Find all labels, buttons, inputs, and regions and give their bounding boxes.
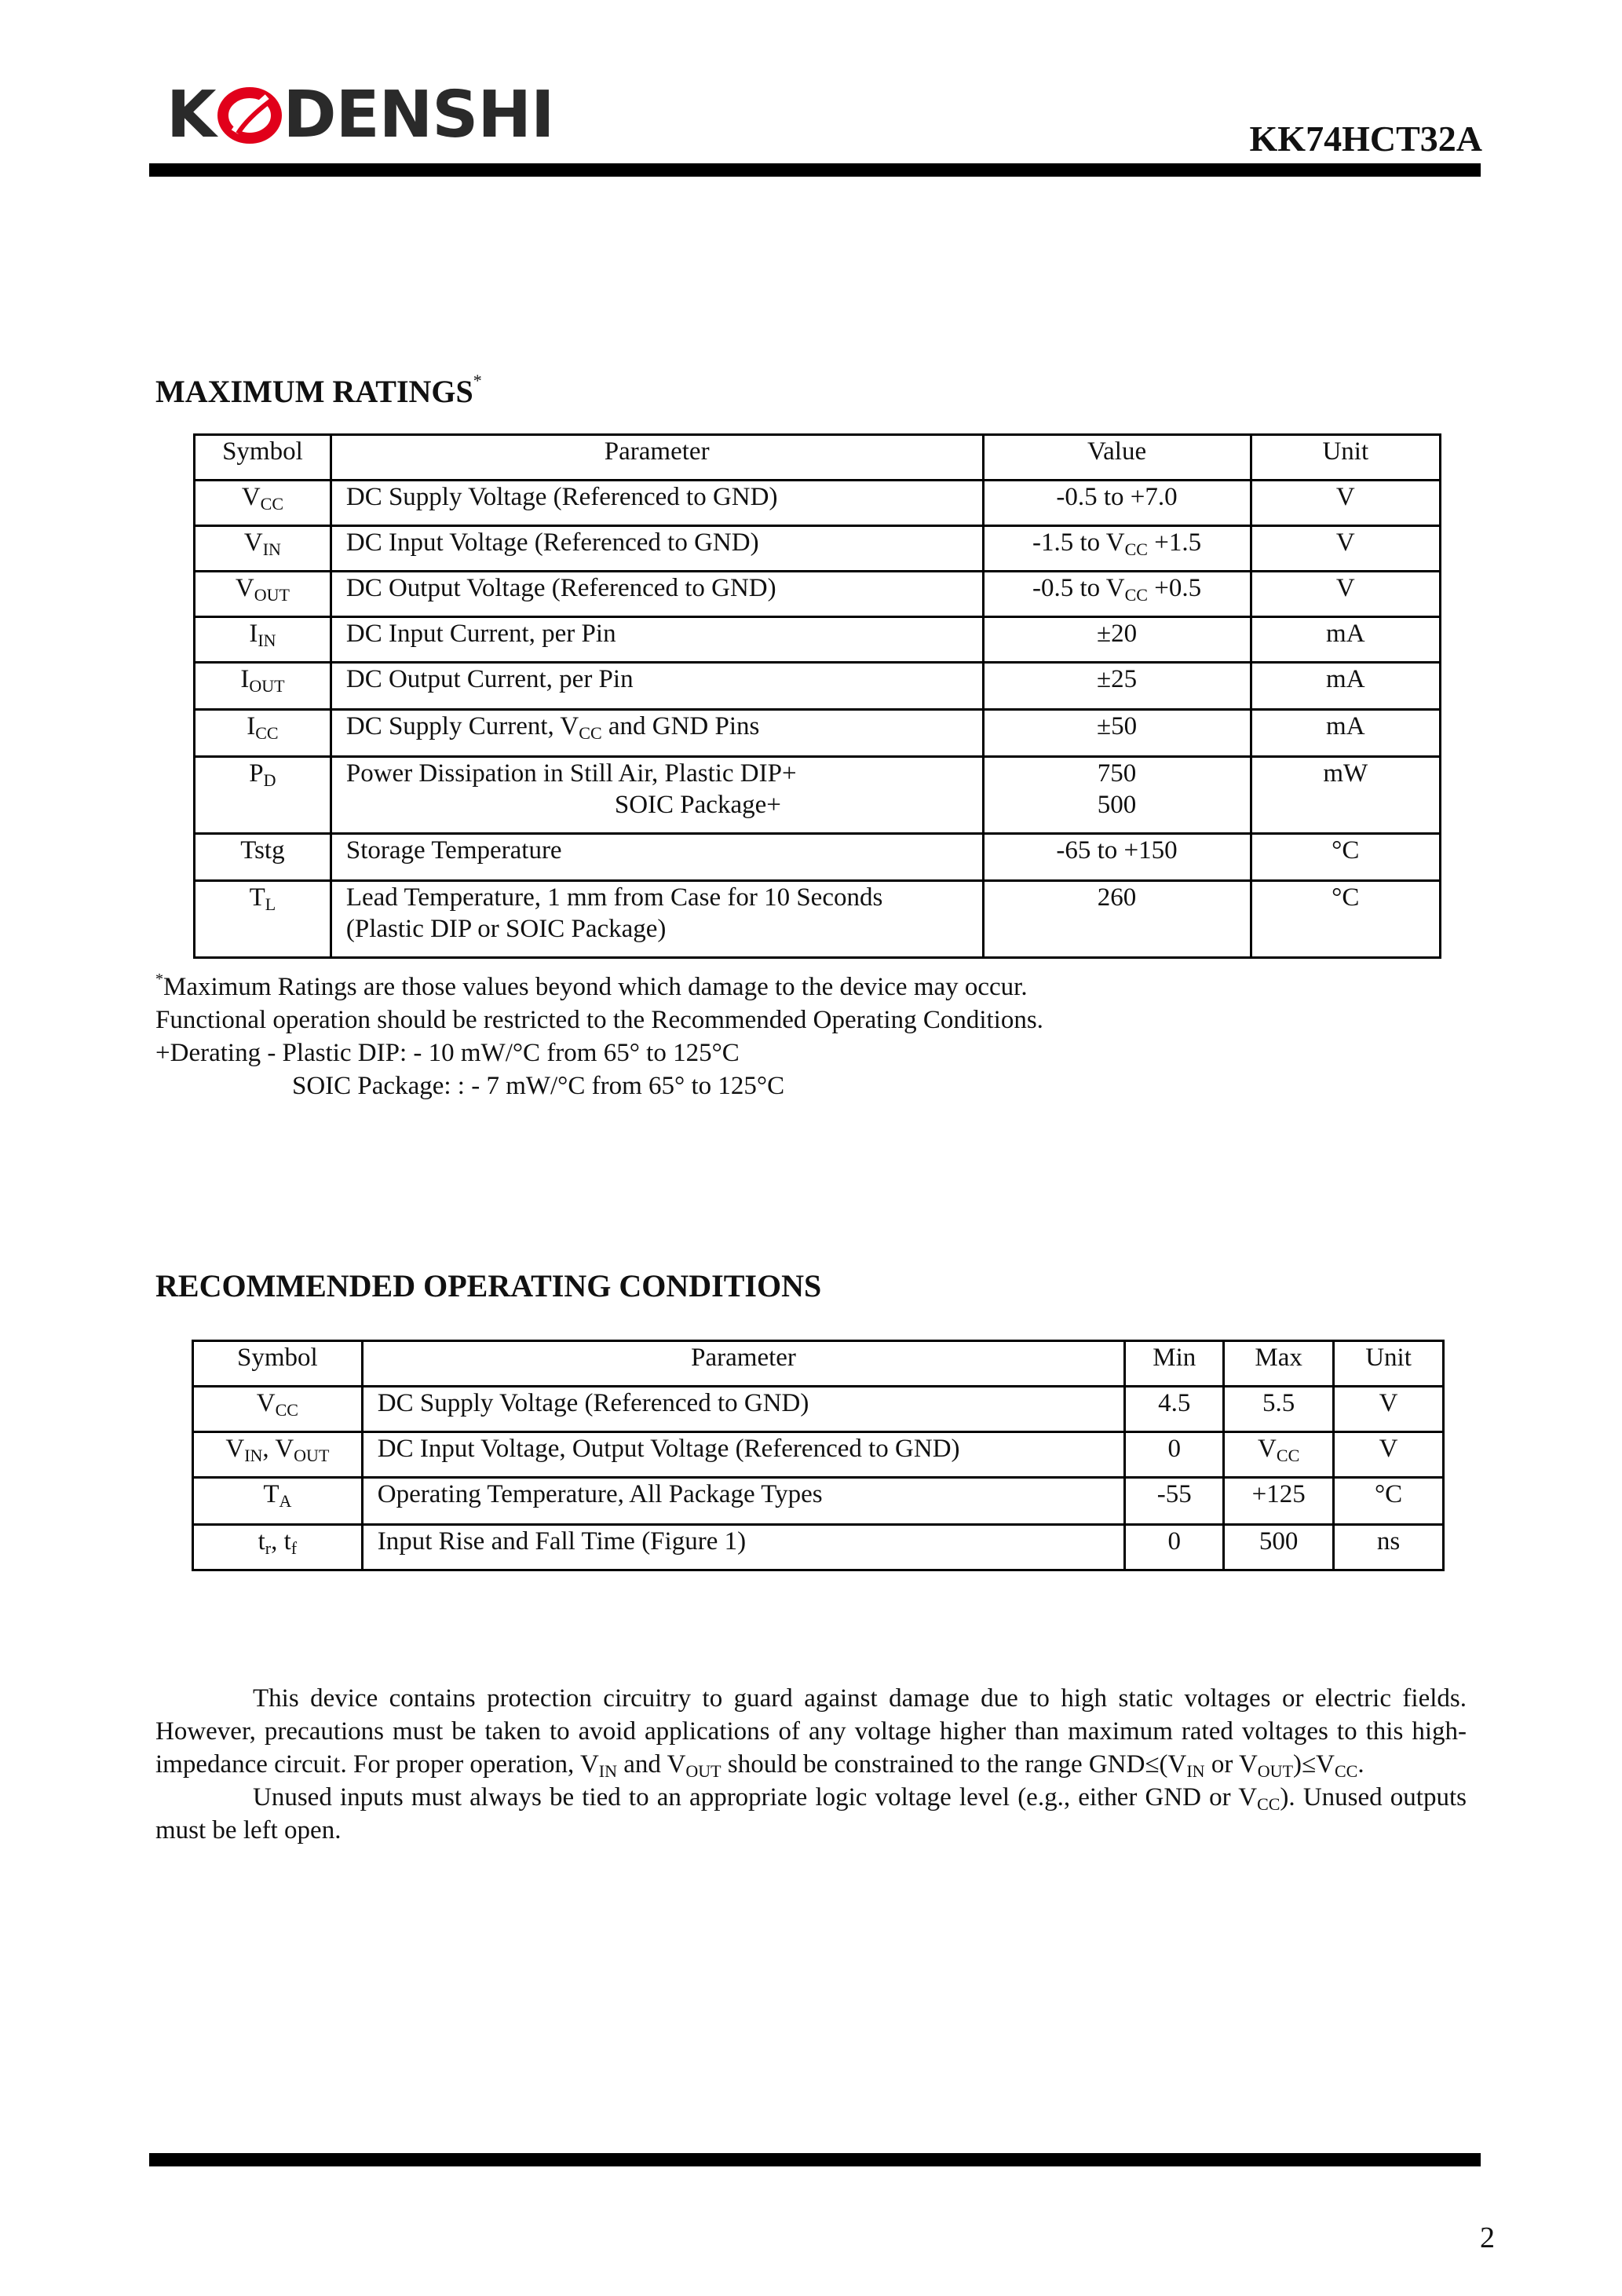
header-unit: Unit [1251, 435, 1440, 481]
parameter-cell: Input Rise and Fall Time (Figure 1) [362, 1525, 1125, 1570]
unit-cell: mA [1251, 663, 1440, 710]
value-cell: -0.5 to $V_{CC} +0.5$ [983, 572, 1251, 617]
symbol-cell: $T_L$ [195, 881, 331, 958]
table-header-row [195, 435, 1441, 481]
parameter-cell: DC Supply Current, $V_{CC}$ and GND Pins [331, 710, 983, 757]
parameter-cell: DC Output Current, per Pin [331, 663, 983, 710]
symbol-cell: $I_{IN}$ [195, 617, 331, 663]
unit-cell: °C [1251, 881, 1440, 958]
parameter-line: Lead Temperature, 1 mm from Case for 10 Seconds [345, 883, 883, 912]
value-line: 750 [1097, 759, 1137, 788]
table-row [193, 1525, 1444, 1570]
parameter-line: Power Dissipation in Still Air, Plastic DIP+ [345, 759, 797, 788]
max-ratings-table [193, 433, 1441, 959]
note-line: Functional operation should be restricted to the Recommended Operating Conditions. [155, 1006, 1043, 1034]
symbol-cell: $t_r$, $t_f$ [193, 1525, 363, 1570]
parameter-cell: Operating Temperature, All Package Types [362, 1478, 1125, 1525]
table-row [195, 881, 1441, 958]
parameter-cell: DC Input Voltage, Output Voltage (Referenced to GND) [362, 1432, 1125, 1478]
value-cell: -1.5 to $V_{CC} +1.5$ [983, 526, 1251, 572]
table-row [193, 1478, 1444, 1525]
unit-cell: mA [1251, 710, 1440, 757]
max-ratings-title-mark: * [473, 371, 482, 390]
note-line: +Derating - Plastic DIP: - 10 mW/°C from 65° to 125°C [155, 1039, 740, 1067]
parameter-cell: DC Supply Voltage (Referenced to GND) [362, 1387, 1125, 1432]
value-line: 500 [1097, 791, 1137, 819]
page-number: 2 [1480, 2221, 1495, 2254]
value-cell: ±25 [983, 663, 1251, 710]
kodenshi-logo [166, 78, 554, 152]
unit-cell: mA [1251, 617, 1440, 663]
min-cell: -55 [1125, 1478, 1224, 1525]
parameter-cell: DC Input Current, per Pin [331, 617, 983, 663]
header-rule [149, 163, 1481, 177]
table-row [195, 663, 1441, 710]
header-symbol: Symbol [193, 1341, 363, 1387]
part-number: KK74HCT32A [1249, 119, 1482, 159]
unit-cell: ns [1334, 1525, 1444, 1570]
header-symbol: Symbol [195, 435, 331, 481]
table-row [195, 526, 1441, 572]
unit-cell: °C [1251, 834, 1440, 881]
paragraph-protection: This device contains protection circuitry to guard against damage due to high static voltages or electric fields. However, precautions must be taken to avoid applications of any voltage higher than maximum rated voltages to this high-impedance circuit. For proper operation, $V_{IN}$ and $V_{OUT}$ should be constrained to the range $GND\le(V_{IN}$ or $V_{OUT})\le V_{CC}$. [155, 1684, 1467, 1781]
table-row [195, 710, 1441, 757]
value-cell: -65 to +150 [983, 834, 1251, 881]
header-parameter: Parameter [362, 1341, 1125, 1387]
table-row [195, 617, 1441, 663]
symbol-cell: $I_{OUT}$ [195, 663, 331, 710]
max-cell: 500 [1224, 1525, 1334, 1570]
max-ratings-notes [155, 971, 1043, 1102]
symbol-cell: $I_{CC}$ [195, 710, 331, 757]
parameter-cell [331, 757, 983, 834]
protection-paragraphs [155, 1682, 1467, 1847]
unit-cell: V [1251, 526, 1440, 572]
parameter-cell: DC Input Voltage (Referenced to GND) [331, 526, 983, 572]
note-line: SOIC Package: : - 7 mW/°C from 65° to 125°C [292, 1072, 785, 1100]
rec-conditions-title: RECOMMENDED OPERATING CONDITIONS [155, 1268, 822, 1303]
min-cell: 0 [1125, 1432, 1224, 1478]
symbol-cell: $V_{IN}$, $V_{OUT}$ [193, 1432, 363, 1478]
parameter-line: SOIC Package+ [614, 791, 781, 819]
header-max: Max [1224, 1341, 1334, 1387]
min-cell: 0 [1125, 1525, 1224, 1570]
rec-conditions-table [192, 1340, 1445, 1571]
note-line: *Maximum Ratings are those values beyond which damage to the device may occur. [155, 971, 1028, 1001]
max-cell: 5.5 [1224, 1387, 1334, 1432]
value-cell: ±50 [983, 710, 1251, 757]
table-row [193, 1387, 1444, 1432]
value-cell: -0.5 to +7.0 [983, 481, 1251, 526]
unit-cell: °C [1334, 1478, 1444, 1525]
paragraph-unused-inputs: Unused inputs must always be tied to an appropriate logic voltage level (e.g., either GND or $V_{CC}$). Unused outputs must be left open. [155, 1783, 1467, 1844]
symbol-cell: $V_{OUT}$ [195, 572, 331, 617]
parameter-cell: Storage Temperature [331, 834, 983, 881]
table-row [193, 1432, 1444, 1478]
footer-rule [149, 2153, 1481, 2166]
unit-cell: V [1251, 481, 1440, 526]
unit-cell: V [1251, 572, 1440, 617]
header-value: Value [983, 435, 1251, 481]
value-cell [983, 757, 1251, 834]
parameter-cell: DC Supply Voltage (Referenced to GND) [331, 481, 983, 526]
max-cell: +125 [1224, 1478, 1334, 1525]
symbol-cell: Tstg [195, 834, 331, 881]
unit-cell: V [1334, 1432, 1444, 1478]
header-unit: Unit [1334, 1341, 1444, 1387]
table-row [195, 834, 1441, 881]
parameter-cell [331, 881, 983, 958]
max-ratings-title [155, 371, 482, 410]
symbol-cell: $V_{CC}$ [195, 481, 331, 526]
table-row [195, 572, 1441, 617]
logo-word-denshi: DENSHI [283, 78, 554, 152]
max-cell: $V_{CC}$ [1224, 1432, 1334, 1478]
unit-cell: mW [1251, 757, 1440, 834]
value-cell: ±20 [983, 617, 1251, 663]
symbol-cell: $V_{IN}$ [195, 526, 331, 572]
parameter-line: (Plastic DIP or SOIC Package) [345, 915, 667, 943]
max-ratings-title-text: MAXIMUM RATINGS [155, 374, 473, 409]
table-row [195, 757, 1441, 834]
symbol-cell: $V_{CC}$ [193, 1387, 363, 1432]
logo-letter-k: K [166, 78, 216, 152]
value-cell: 260 [983, 881, 1251, 958]
header-min: Min [1125, 1341, 1224, 1387]
table-header-row [193, 1341, 1444, 1387]
min-cell: 4.5 [1125, 1387, 1224, 1432]
unit-cell: V [1334, 1387, 1444, 1432]
symbol-cell: $T_A$ [193, 1478, 363, 1525]
header-parameter: Parameter [331, 435, 983, 481]
table-row [195, 481, 1441, 526]
symbol-cell: $P_D$ [195, 757, 331, 834]
logo-ring-icon [216, 85, 283, 146]
parameter-cell: DC Output Voltage (Referenced to GND) [331, 572, 983, 617]
